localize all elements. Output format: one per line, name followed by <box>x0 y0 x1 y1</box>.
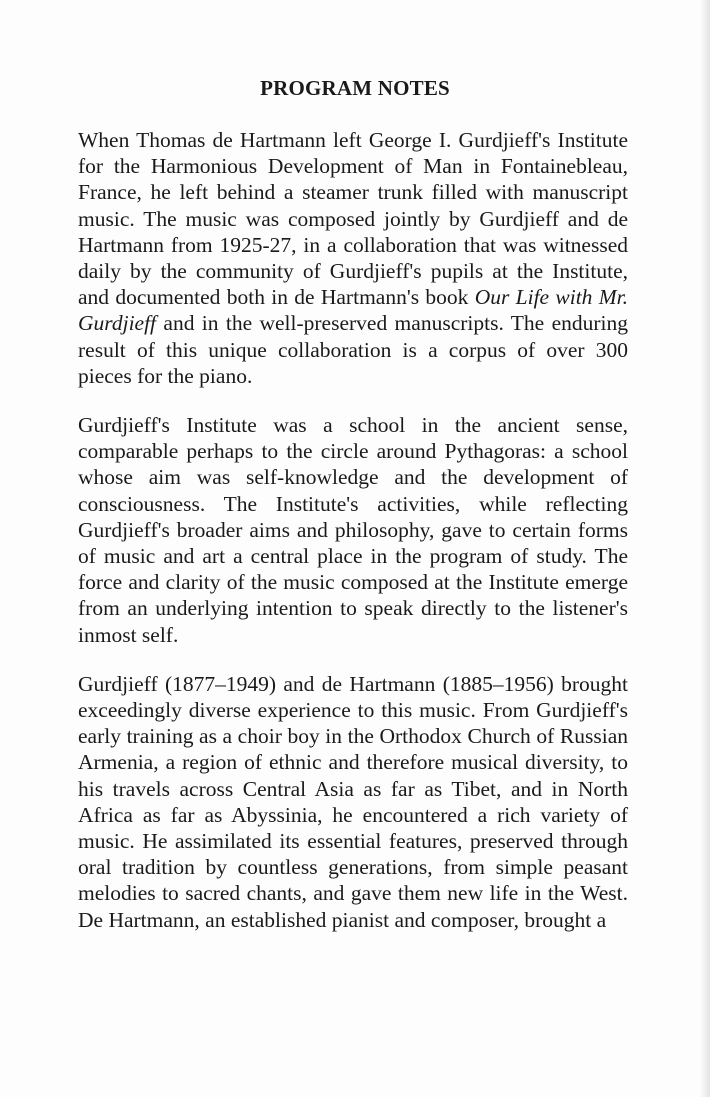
paragraph-1 <box>78 127 628 389</box>
book-title: Our Life with Mr. Gurdjieff <box>78 285 628 336</box>
document-body <box>78 127 628 956</box>
paragraph-1-text-end: and in the well-preserved manuscripts. The enduring result of this unique collaboration is a corpus of over 300 pieces for the piano. <box>78 311 628 388</box>
paragraph-1-text-start: When Thomas de Hartmann left George I. Gurdjieff's Institute for the Harmonious Development of Man in Fontainebleau, France, he left behind a steamer trunk filled with manuscript music. The music was composed jointly by Gurdjieff and de Hartmann from 1925-27, in a collaboration that was witnessed daily by the community of Gurdjieff's pupils at the Institute, and documented both in de Hartmann's book <box>78 128 628 310</box>
paragraph-2: Gurdjieff's Institute was a school in the ancient sense, comparable perhaps to the circle around Pythagoras: a school whose aim was self-knowledge and the development of consciousness. The Institute's activities, while reflecting Gurdjieff's broader aims and philosophy, gave to certain forms of music and art a central place in the program of study. The force and clarity of the music composed at the Institute emerge from an underlying intention to speak directly to the listener's inmost self. <box>78 413 628 647</box>
page-edge-shadow <box>700 0 710 1097</box>
paragraph-3: Gurdjieff (1877–1949) and de Hartmann (1885–1956) brought exceedingly diverse experience to this music. From Gurdjieff's early training as a choir boy in the Orthodox Church of Russian Armenia, a region of ethnic and therefore musical diversity, to his travels across Central Asia as far as Tibet, and in North Africa as far as Abyssinia, he encountered a rich variety of music. He assimilated its essential features, preserved through oral tradition by countless generations, from simple peasant melodies to sacred chants, and gave them new life in the West. De Hartmann, an established pianist and composer, brought a <box>78 671 628 932</box>
page-title: PROGRAM NOTES <box>260 76 450 100</box>
